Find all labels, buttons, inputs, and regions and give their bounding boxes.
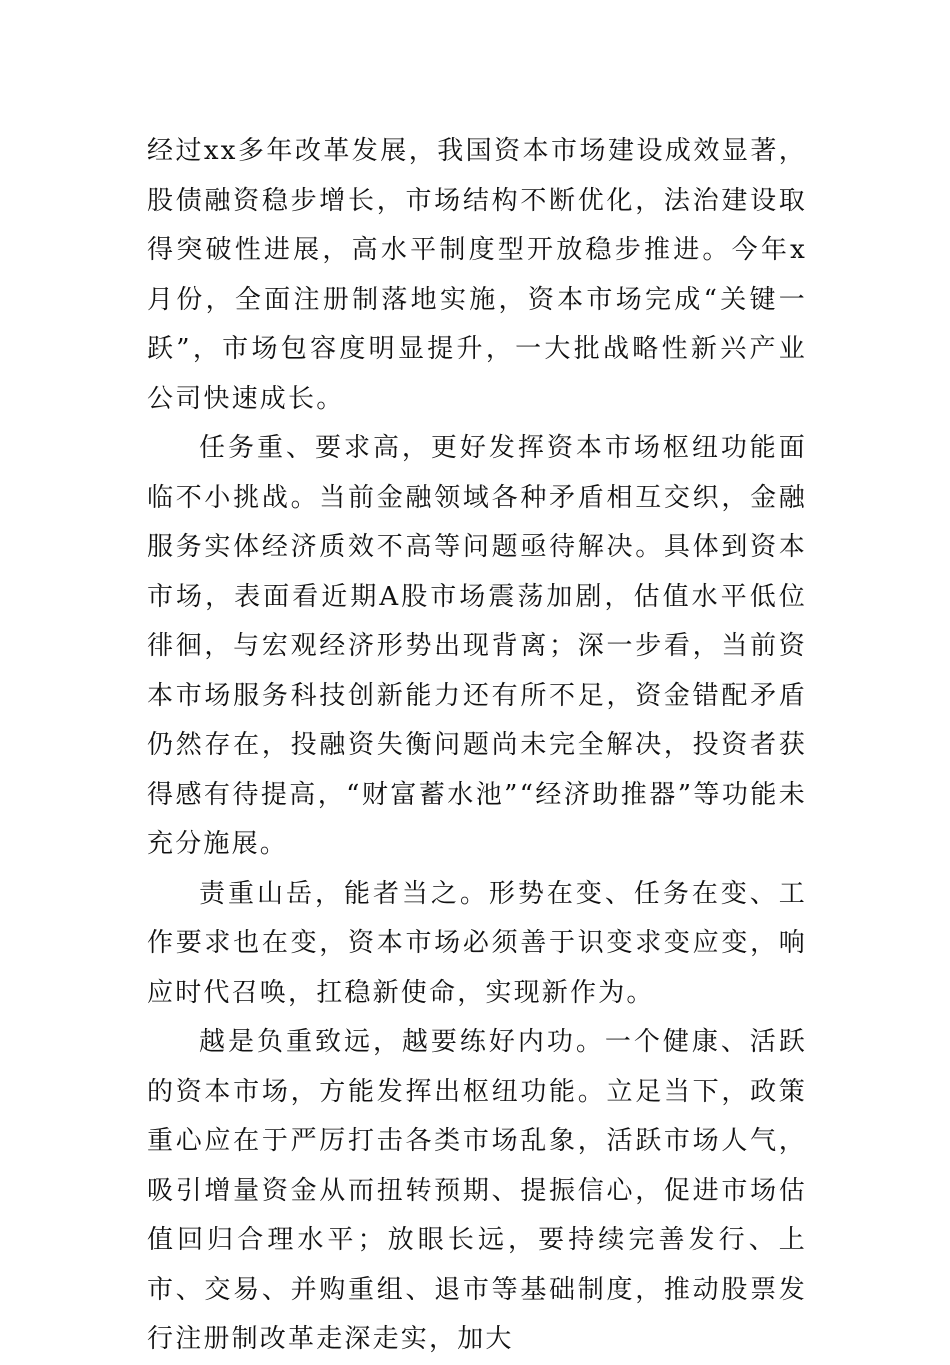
paragraph-3: 责重山岳，能者当之。形势在变、任务在变、工作要求也在变，资本市场必须善于识变求变应变，响应时代召唤，扛稳新使命，实现新作为。 xyxy=(147,878,807,1008)
paragraph-1: 经过xx多年改革发展，我国资本市场建设成效显著，股债融资稳步增长，市场结构不断优化，法治建设取得突破性进展，高水平制度型开放稳步推进。今年x月份，全面注册制落地实施，资本市场完成“关键一跃”，市场包容度明显提升，一大批战略性新兴产业公司快速成长。 xyxy=(147,136,807,414)
paragraph-2: 任务重、要求高，更好发挥资本市场枢纽功能面临不小挑战。当前金融领域各种矛盾相互交织，金融服务实体经济质效不高等问题亟待解决。具体到资本市场，表面看近期A股市场震荡加剧，估值水平低位徘徊，与宏观经济形势出现背离；深一步看，当前资本市场服务科技创新能力还有所不足，资金错配矛盾仍然存在，投融资失衡问题尚未完全解决，投资者获得感有待提高，“财富蓄水池”“经济助推器”等功能未充分施展。 xyxy=(147,433,807,859)
paragraph-4: 越是负重致远，越要练好内功。一个健康、活跃的资本市场，方能发挥出枢纽功能。立足当下，政策重心应在于严厉打击各类市场乱象，活跃市场人气，吸引增量资金从而扭转预期、提振信心，促进市场估值回归合理水平；放眼长远，要持续完善发行、上市、交易、并购重组、退市等基础制度，推动股票发行注册制改革走深走实，加大 xyxy=(147,1027,807,1354)
document-body xyxy=(147,127,807,1365)
